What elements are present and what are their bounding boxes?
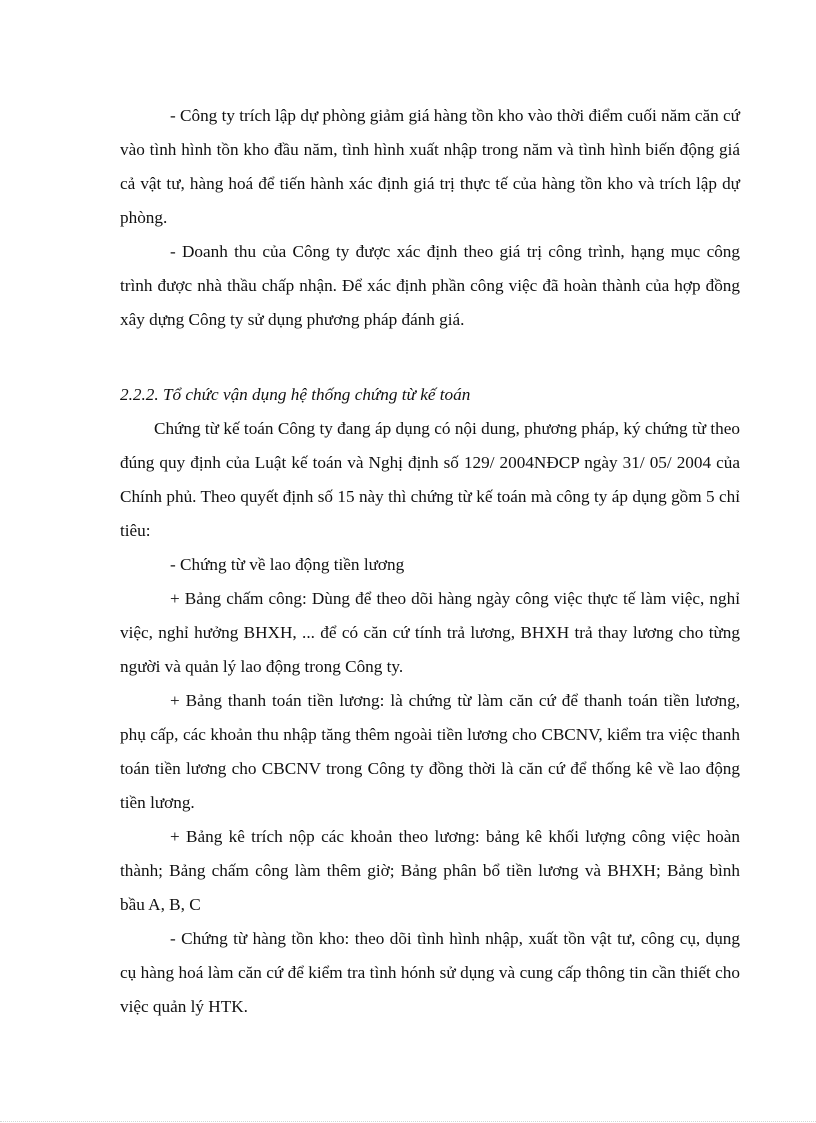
item-inventory-vouchers: - Chứng từ hàng tồn kho: theo dõi tình hình nhập, xuất tồn vật tư, công cụ, dụng cụ hàng hoá làm căn cứ để kiểm tra tình hónh sử dụng và cung cấp thông tin cần thiết cho việc quản lý HTK. <box>120 929 740 1016</box>
item-payroll: + Bảng thanh toán tiền lương: là chứng từ làm căn cứ để thanh toán tiền lương, phụ cấp, các khoản thu nhập tăng thêm ngoài tiền lương cho CBCNV, kiểm tra việc thanh toán tiền lương cho CBCNV trong Công ty đồng thời là căn cứ để thống kê về lao động tiền lương. <box>120 691 740 812</box>
section-heading: 2.2.2. Tổ chức vận dụng hệ thống chứng từ kế toán <box>120 385 471 404</box>
paragraph-revenue-recognition: - Doanh thu của Công ty được xác định theo giá trị công trình, hạng mục công trình được nhà thầu chấp nhận. Để xác định phần công việc đã hoàn thành của hợp đồng xây dựng Công ty sử dụng phương pháp đánh giá. <box>120 242 740 329</box>
paragraph-voucher-intro: Chứng từ kế toán Công ty đang áp dụng có nội dung, phương pháp, ký chứng từ theo đúng quy định của Luật kế toán và Nghị định số 129/ 2004NĐCP ngày 31/ 05/ 2004 của Chính phủ. Theo quyết định số 15 này thì chứng từ kế toán mà công ty áp dụng gồm 5 chỉ tiêu: <box>120 419 740 540</box>
page-bottom-rule <box>0 1121 816 1122</box>
item-labor-vouchers: - Chứng từ về lao động tiền lương <box>170 555 405 574</box>
item-timesheet: + Bảng chấm công: Dùng để theo dõi hàng ngày công việc thực tế làm việc, nghỉ việc, nghỉ hưởng BHXH, ... để có căn cứ tính trả lương, BHXH trả thay lương cho từng người và quản lý lao động trong Công ty. <box>120 589 740 676</box>
document-body <box>120 99 740 1024</box>
item-salary-deductions: + Bảng kê trích nộp các khoản theo lương: bảng kê khối lượng công việc hoàn thành; Bảng chấm công làm thêm giờ; Bảng phân bổ tiền lương và BHXH; Bảng bình bầu A, B, C <box>120 827 740 914</box>
paragraph-inventory-provision: - Công ty trích lập dự phòng giảm giá hàng tồn kho vào thời điểm cuối năm căn cứ vào tình hình tồn kho đầu năm, tình hình xuất nhập trong năm và tình hình biến động giá cả vật tư, hàng hoá để tiến hành xác định giá trị thực tế của hàng tồn kho và trích lập dự phòng. <box>120 106 740 227</box>
